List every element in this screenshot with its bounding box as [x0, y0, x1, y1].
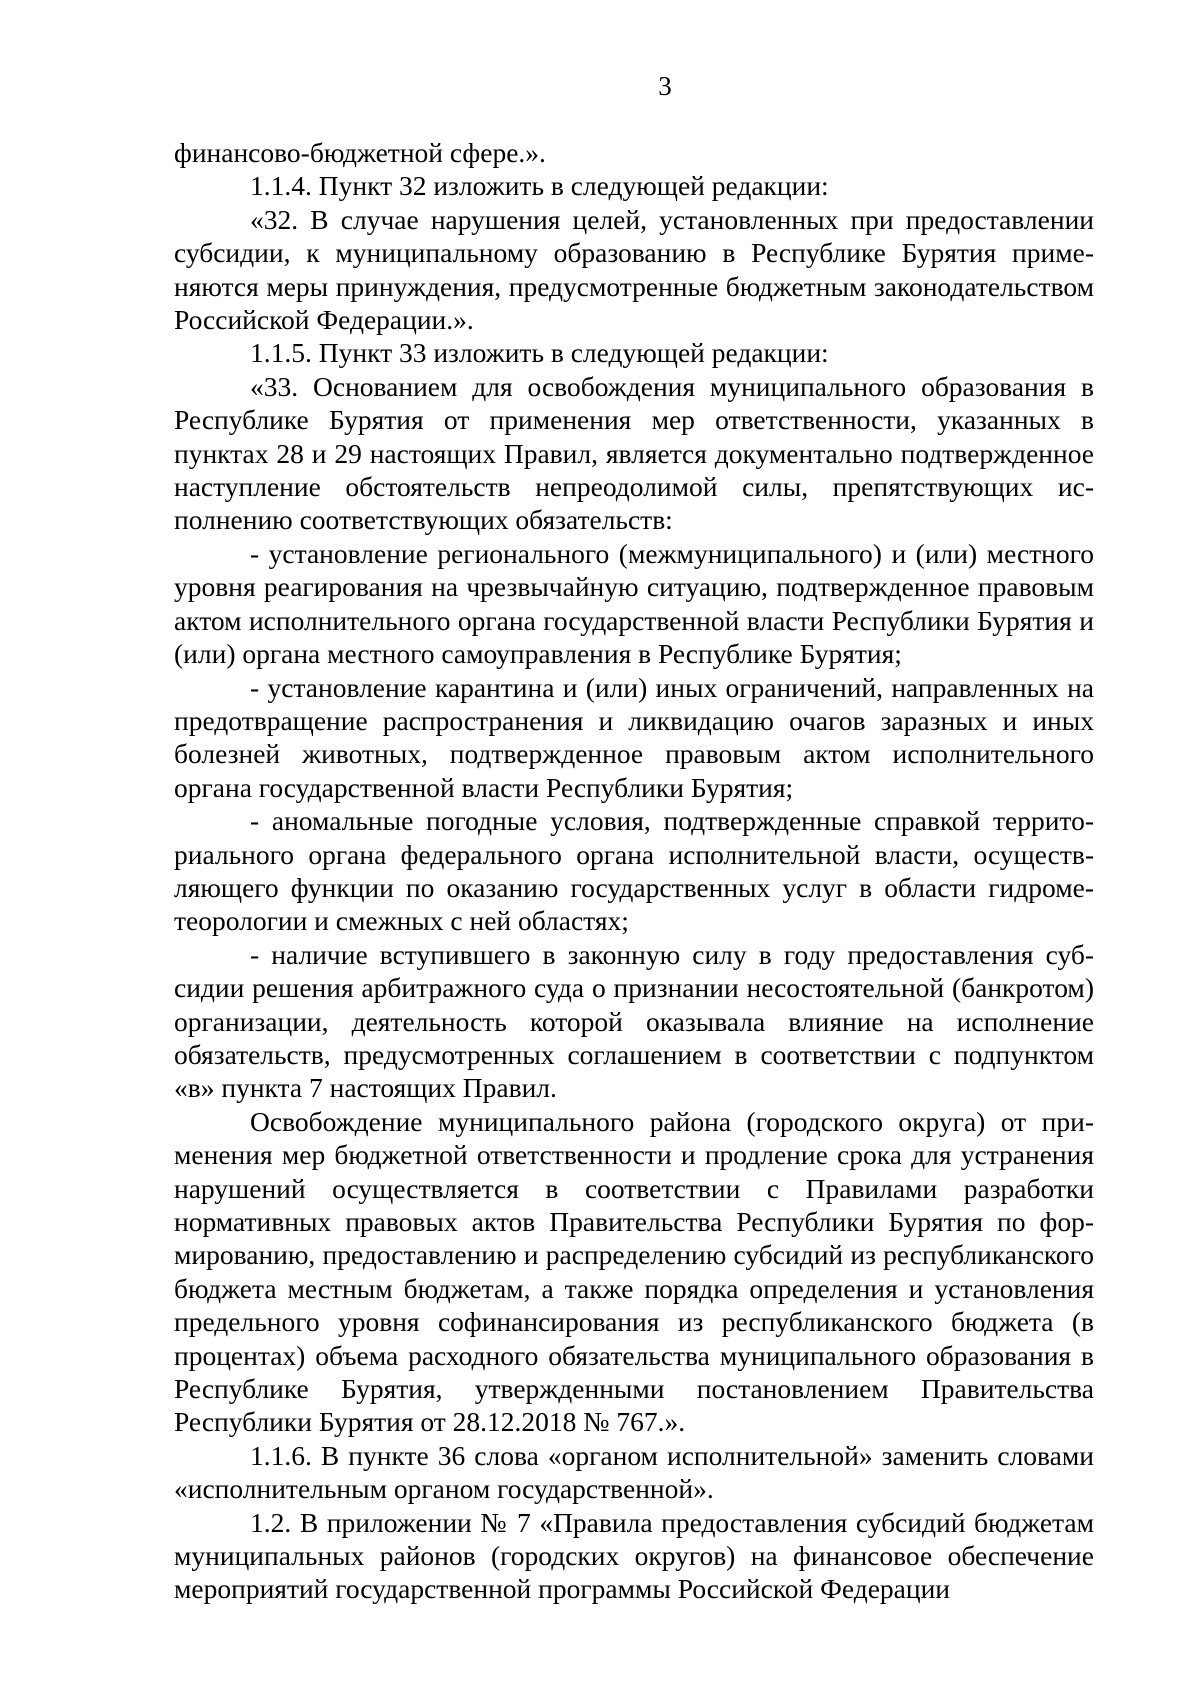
paragraph: финансово-бюджетной сфере.».	[174, 137, 546, 168]
paragraph: - установление регионального (межмуниципального) и (или) местного уровня реагирования на чрезвычайную ситуацию, подтвержденное правовым актом исполнительного органа государственной власти Республики Бурятия и (или) органа местного самоуправления в Республике Бурятия;	[174, 537, 1094, 670]
paragraph: - наличие вступившего в законную силу в году предоставления субсидии решения арбитражного суда о признании несостоятельной (банкротом) организации, деятельность которой оказывала влияние на исполнение обязательств, предусмотренных соглашением в соответствии с подпунктом «в» пункта 7 настоящих Правил.	[174, 938, 1094, 1104]
paragraph: - аномальные погодные условия, подтвержденные справкой территориального органа федерального органа исполнительной власти, осуществляющего функции по оказанию государственных услуг в области гидрометеорологии и смежных с ней областях;	[174, 805, 1094, 937]
page-number: 3	[658, 71, 672, 101]
paragraph: - установление карантина и (или) иных ограничений, направленных на предотвращение распространения и ликвидацию очагов заразных и иных болезней животных, подтвержденное правовым актом исполнительного органа государственной власти Республики Бурятия;	[174, 671, 1094, 803]
document-body	[174, 136, 1094, 1606]
paragraph: 1.2. В приложении № 7 «Правила предоставления субсидий бюджетам муниципальных районов (городских округов) на финансовое обеспечение мероприятий государственной программы Российской Федерации	[174, 1506, 1094, 1605]
paragraph: 1.1.5. Пункт 33 изложить в следующей редакции:	[250, 337, 829, 369]
paragraph: «33. Основанием для освобождения муниципального образования в Республике Бурятия от применения мер ответственности, указанных в пунктах 28 и 29 настоящих Правил, является документально подтвержденное наступление обстоятельств непреодолимой силы, препятствующих исполнению соответствующих обязательств:	[174, 370, 1094, 536]
paragraph: Освобождение муниципального района (городского округа) от применения мер бюджетной ответственности и продление срока для устранения нарушений осуществляется в соответствии с Правилами разработки нормативных правовых актов Правительства Республики Бурятия по формированию, предоставлению и распределению субсидий из республиканского бюджета местным бюджетам, а также порядка определения и установления предельного уровня софинансирования из республиканского бюджета (в процентах) объема расходного обязательства муниципального образования в Республике Бурятия, утвержденными постановлением Правительства Республики Бурятия от 28.12.2018 № 767.».	[174, 1105, 1094, 1438]
paragraph: 1.1.4. Пункт 32 изложить в следующей редакции:	[250, 170, 829, 202]
paragraph: 1.1.6. В пункте 36 слова «органом исполнительной» заменить словами «исполнительным органом государственной».	[174, 1439, 1094, 1505]
paragraph: «32. В случае нарушения целей, установленных при предоставлении субсидии, к муниципальному образованию в Республике Бурятия применяются меры принуждения, предусмотренные бюджетным законодательством Российской Федерации.».	[174, 203, 1094, 336]
